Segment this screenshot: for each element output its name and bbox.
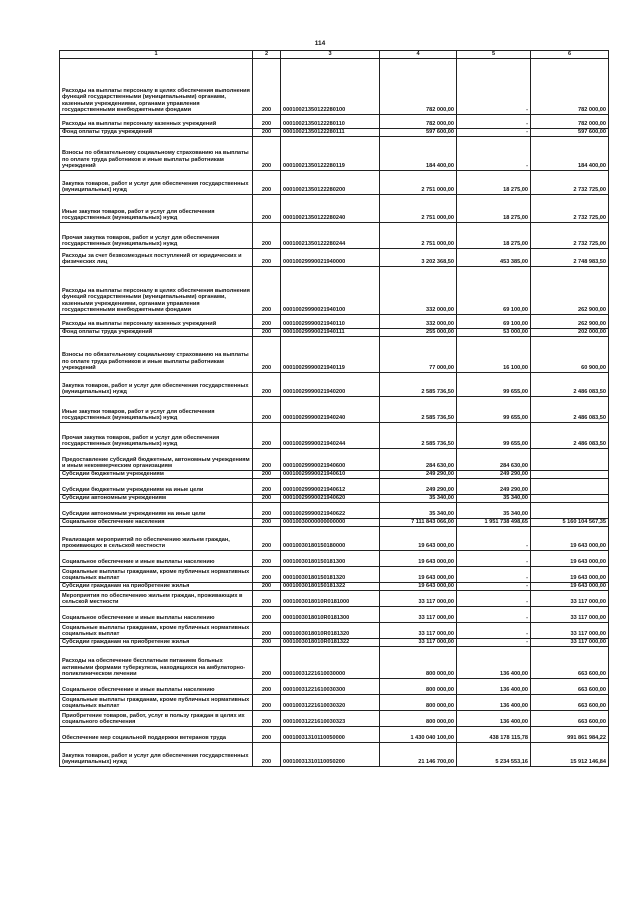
- row-description: Социальное обеспечение населения: [60, 519, 253, 527]
- column-header: 3: [281, 51, 380, 59]
- row-approved-amount: 332 000,00: [380, 315, 457, 329]
- column-header: 4: [380, 51, 457, 59]
- row-approved-amount: 33 117 000,00: [380, 591, 457, 607]
- row-executed-amount: 136 400,00: [457, 695, 531, 711]
- row-approved-amount: 1 430 040 100,00: [380, 727, 457, 743]
- row-description: Обеспечение мер социальной поддержки ветеранов труда: [60, 727, 253, 743]
- row-unexecuted-amount: 663 600,00: [531, 679, 609, 695]
- row-budget-classification-code: 00010029990021940000: [281, 249, 380, 267]
- row-line-code: 200: [253, 59, 281, 115]
- row-executed-amount: 136 400,00: [457, 679, 531, 695]
- row-unexecuted-amount: 2 732 725,00: [531, 223, 609, 249]
- row-description: Фонд оплаты труда учреждений: [60, 329, 253, 337]
- row-description: Закупка товаров, работ и услуг для обеспечения государственных (муниципальных) нужд: [60, 171, 253, 195]
- table-row: [60, 743, 609, 767]
- table-row: [60, 495, 609, 503]
- row-budget-classification-code: 00010031221610030323: [281, 711, 380, 727]
- row-unexecuted-amount: 33 117 000,00: [531, 623, 609, 639]
- row-budget-classification-code: 00010021350122280110: [281, 115, 380, 129]
- budget-execution-table: [59, 50, 609, 767]
- row-executed-amount: 69 100,00: [457, 267, 531, 315]
- row-executed-amount: -: [457, 639, 531, 647]
- row-approved-amount: 249 290,00: [380, 471, 457, 479]
- row-line-code: 200: [253, 137, 281, 171]
- row-unexecuted-amount: 19 643 000,00: [531, 527, 609, 551]
- row-budget-classification-code: 0001003018010R0181000: [281, 591, 380, 607]
- row-line-code: 200: [253, 315, 281, 329]
- row-approved-amount: 19 643 000,00: [380, 527, 457, 551]
- row-unexecuted-amount: 184 400,00: [531, 137, 609, 171]
- row-executed-amount: 35 340,00: [457, 503, 531, 519]
- row-budget-classification-code: 00010021350122280244: [281, 223, 380, 249]
- row-unexecuted-amount: 33 117 000,00: [531, 639, 609, 647]
- row-line-code: 200: [253, 639, 281, 647]
- row-approved-amount: 77 000,00: [380, 337, 457, 373]
- row-line-code: 200: [253, 449, 281, 471]
- row-unexecuted-amount: 782 000,00: [531, 59, 609, 115]
- row-description: Прочая закупка товаров, работ и услуг для обеспечения государственных (муниципальных) нужд: [60, 423, 253, 449]
- table-row: [60, 373, 609, 397]
- row-executed-amount: -: [457, 607, 531, 623]
- row-approved-amount: 3 202 368,50: [380, 249, 457, 267]
- row-approved-amount: 21 146 700,00: [380, 743, 457, 767]
- row-budget-classification-code: 00010029990021940612: [281, 479, 380, 495]
- row-unexecuted-amount: 663 600,00: [531, 695, 609, 711]
- row-approved-amount: 782 000,00: [380, 115, 457, 129]
- row-unexecuted-amount: 5 160 104 567,35: [531, 519, 609, 527]
- row-executed-amount: 53 000,00: [457, 329, 531, 337]
- table-row: [60, 503, 609, 519]
- row-description: Субсидии гражданам на приобретение жилья: [60, 639, 253, 647]
- row-approved-amount: 35 340,00: [380, 503, 457, 519]
- row-budget-classification-code: 00010030000000000000: [281, 519, 380, 527]
- row-unexecuted-amount: 2 732 725,00: [531, 195, 609, 223]
- row-unexecuted-amount: [531, 471, 609, 479]
- row-unexecuted-amount: 2 486 083,50: [531, 373, 609, 397]
- row-line-code: 200: [253, 471, 281, 479]
- row-description: Субсидии автономным учреждениям на иные цели: [60, 503, 253, 519]
- row-executed-amount: -: [457, 591, 531, 607]
- row-approved-amount: 332 000,00: [380, 267, 457, 315]
- row-line-code: 200: [253, 679, 281, 695]
- row-approved-amount: 184 400,00: [380, 137, 457, 171]
- row-description: Расходы на выплаты персоналу в целях обеспечения выполнения функций государственными (муниципальными) органами, казенными учреждениями, органами управления государственными внебюджетными фондами: [60, 267, 253, 315]
- column-header: 5: [457, 51, 531, 59]
- row-description: Приобретение товаров, работ, услуг в пользу граждан в целях их социального обеспечения: [60, 711, 253, 727]
- row-unexecuted-amount: 2 486 083,50: [531, 423, 609, 449]
- row-approved-amount: 19 643 000,00: [380, 583, 457, 591]
- row-budget-classification-code: 00010029990021940610: [281, 471, 380, 479]
- row-unexecuted-amount: 991 861 984,22: [531, 727, 609, 743]
- table-row: [60, 679, 609, 695]
- row-approved-amount: 2 751 000,00: [380, 171, 457, 195]
- row-unexecuted-amount: 15 912 146,84: [531, 743, 609, 767]
- row-budget-classification-code: 0001003018010R0181322: [281, 639, 380, 647]
- row-approved-amount: 2 751 000,00: [380, 223, 457, 249]
- table-row: [60, 137, 609, 171]
- row-line-code: 200: [253, 115, 281, 129]
- row-unexecuted-amount: [531, 495, 609, 503]
- row-budget-classification-code: 00010030180150181322: [281, 583, 380, 591]
- row-line-code: 200: [253, 623, 281, 639]
- row-line-code: 200: [253, 495, 281, 503]
- row-unexecuted-amount: 597 600,00: [531, 129, 609, 137]
- row-unexecuted-amount: 663 600,00: [531, 647, 609, 679]
- row-budget-classification-code: 00010021350122280200: [281, 171, 380, 195]
- row-line-code: 200: [253, 479, 281, 495]
- table-row: [60, 267, 609, 315]
- row-budget-classification-code: 00010031221610030300: [281, 679, 380, 695]
- row-budget-classification-code: 00010031310110050000: [281, 727, 380, 743]
- row-description: Закупка товаров, работ и услуг для обеспечения государственных (муниципальных) нужд: [60, 743, 253, 767]
- row-budget-classification-code: 00010031221610030320: [281, 695, 380, 711]
- row-unexecuted-amount: [531, 503, 609, 519]
- row-line-code: 200: [253, 423, 281, 449]
- table-row: [60, 223, 609, 249]
- row-description: Расходы на выплаты персоналу казенных учреждений: [60, 115, 253, 129]
- table-row: [60, 623, 609, 639]
- row-executed-amount: 99 655,00: [457, 423, 531, 449]
- row-budget-classification-code: 00010030180150181320: [281, 567, 380, 583]
- row-line-code: 200: [253, 647, 281, 679]
- row-executed-amount: 18 275,00: [457, 171, 531, 195]
- row-executed-amount: -: [457, 551, 531, 567]
- row-line-code: 200: [253, 195, 281, 223]
- row-executed-amount: -: [457, 583, 531, 591]
- row-unexecuted-amount: 60 900,00: [531, 337, 609, 373]
- table-row: [60, 337, 609, 373]
- row-description: Субсидии бюджетным учреждениям: [60, 471, 253, 479]
- column-header: 2: [253, 51, 281, 59]
- row-approved-amount: 597 600,00: [380, 129, 457, 137]
- column-header: 1: [60, 51, 253, 59]
- row-approved-amount: 35 340,00: [380, 495, 457, 503]
- row-approved-amount: 800 000,00: [380, 679, 457, 695]
- row-approved-amount: 782 000,00: [380, 59, 457, 115]
- table-row: [60, 59, 609, 115]
- column-number-row: [60, 51, 609, 59]
- row-executed-amount: -: [457, 59, 531, 115]
- row-approved-amount: 2 751 000,00: [380, 195, 457, 223]
- table-row: [60, 647, 609, 679]
- row-description: Социальные выплаты гражданам, кроме публичных нормативных социальных выплат: [60, 695, 253, 711]
- row-line-code: 200: [253, 607, 281, 623]
- row-line-code: 200: [253, 397, 281, 423]
- row-unexecuted-amount: [531, 479, 609, 495]
- row-budget-classification-code: 00010021350122280111: [281, 129, 380, 137]
- row-description: Социальное обеспечение и иные выплаты населению: [60, 607, 253, 623]
- row-line-code: 200: [253, 519, 281, 527]
- row-approved-amount: 2 585 736,50: [380, 373, 457, 397]
- row-line-code: 200: [253, 695, 281, 711]
- row-budget-classification-code: 00010021350122280240: [281, 195, 380, 223]
- row-description: Расходы за счет безвозмездных поступлений от юридических и физических лиц: [60, 249, 253, 267]
- table-row: [60, 249, 609, 267]
- row-approved-amount: 2 585 736,50: [380, 423, 457, 449]
- table-row: [60, 195, 609, 223]
- row-description: Расходы на выплаты персоналу в целях обеспечения выполнения функций государственными (муниципальными) органами, казенными учреждениями, органами управления государственными внебюджетными фондами: [60, 59, 253, 115]
- row-approved-amount: 19 643 000,00: [380, 567, 457, 583]
- row-description: Социальные выплаты гражданам, кроме публичных нормативных социальных выплат: [60, 567, 253, 583]
- row-line-code: 200: [253, 267, 281, 315]
- row-executed-amount: 35 340,00: [457, 495, 531, 503]
- row-budget-classification-code: 0001003018010R0181320: [281, 623, 380, 639]
- row-executed-amount: 249 290,00: [457, 471, 531, 479]
- table-row: [60, 695, 609, 711]
- row-budget-classification-code: 00010031221610030000: [281, 647, 380, 679]
- row-budget-classification-code: 00010030180150180000: [281, 527, 380, 551]
- page-number: 114: [314, 40, 326, 47]
- row-description: Прочая закупка товаров, работ и услуг для обеспечения государственных (муниципальных) нужд: [60, 223, 253, 249]
- row-approved-amount: 19 643 000,00: [380, 551, 457, 567]
- row-budget-classification-code: 00010029990021940100: [281, 267, 380, 315]
- row-description: Иные закупки товаров, работ и услуг для обеспечения государственных (муниципальных) нужд: [60, 195, 253, 223]
- row-line-code: 200: [253, 551, 281, 567]
- row-executed-amount: -: [457, 623, 531, 639]
- row-executed-amount: -: [457, 527, 531, 551]
- row-unexecuted-amount: 782 000,00: [531, 115, 609, 129]
- table-row: [60, 423, 609, 449]
- row-budget-classification-code: 00010029990021940244: [281, 423, 380, 449]
- row-executed-amount: 249 290,00: [457, 479, 531, 495]
- column-header: 6: [531, 51, 609, 59]
- row-line-code: 200: [253, 727, 281, 743]
- row-approved-amount: 249 290,00: [380, 479, 457, 495]
- table-row: [60, 449, 609, 471]
- row-approved-amount: 800 000,00: [380, 647, 457, 679]
- row-description: Расходы на обеспечение бесплатным питанием больных активными формами туберкулеза, находящихся на амбулаторно-поликлиническом лечении: [60, 647, 253, 679]
- table-row: [60, 551, 609, 567]
- table-row: [60, 519, 609, 527]
- row-line-code: 200: [253, 337, 281, 373]
- table-row: [60, 171, 609, 195]
- row-unexecuted-amount: 2 732 725,00: [531, 171, 609, 195]
- row-description: Мероприятия по обеспечению жильем граждан, проживающих в сельской местности: [60, 591, 253, 607]
- row-unexecuted-amount: 19 643 000,00: [531, 583, 609, 591]
- table-row: [60, 397, 609, 423]
- row-line-code: 200: [253, 129, 281, 137]
- row-line-code: 200: [253, 743, 281, 767]
- row-executed-amount: -: [457, 115, 531, 129]
- row-unexecuted-amount: 262 900,00: [531, 267, 609, 315]
- row-budget-classification-code: 00010030180150181300: [281, 551, 380, 567]
- row-executed-amount: 99 655,00: [457, 373, 531, 397]
- row-executed-amount: -: [457, 567, 531, 583]
- row-approved-amount: 284 630,00: [380, 449, 457, 471]
- row-line-code: 200: [253, 373, 281, 397]
- row-unexecuted-amount: 262 900,00: [531, 315, 609, 329]
- row-budget-classification-code: 00010029990021940119: [281, 337, 380, 373]
- row-executed-amount: 18 275,00: [457, 223, 531, 249]
- row-line-code: 200: [253, 171, 281, 195]
- table-row: [60, 727, 609, 743]
- table-row: [60, 115, 609, 129]
- row-unexecuted-amount: 33 117 000,00: [531, 591, 609, 607]
- table-row: [60, 527, 609, 551]
- row-approved-amount: 800 000,00: [380, 711, 457, 727]
- row-executed-amount: 18 275,00: [457, 195, 531, 223]
- row-line-code: 200: [253, 711, 281, 727]
- row-budget-classification-code: 00010029990021940200: [281, 373, 380, 397]
- row-unexecuted-amount: [531, 449, 609, 471]
- row-line-code: 200: [253, 249, 281, 267]
- row-description: Иные закупки товаров, работ и услуг для обеспечения государственных (муниципальных) нужд: [60, 397, 253, 423]
- row-approved-amount: 33 117 000,00: [380, 639, 457, 647]
- row-executed-amount: 284 630,00: [457, 449, 531, 471]
- table-row: [60, 591, 609, 607]
- row-executed-amount: 453 385,00: [457, 249, 531, 267]
- row-budget-classification-code: 00010029990021940240: [281, 397, 380, 423]
- row-line-code: 200: [253, 591, 281, 607]
- row-unexecuted-amount: 2 748 983,50: [531, 249, 609, 267]
- row-description: Социальные выплаты гражданам, кроме публичных нормативных социальных выплат: [60, 623, 253, 639]
- table-row: [60, 329, 609, 337]
- row-description: Реализация мероприятий по обеспечению жильем граждан, проживающих в сельской местности: [60, 527, 253, 551]
- row-line-code: 200: [253, 567, 281, 583]
- row-unexecuted-amount: 2 486 083,50: [531, 397, 609, 423]
- row-unexecuted-amount: 202 000,00: [531, 329, 609, 337]
- row-approved-amount: 255 000,00: [380, 329, 457, 337]
- table-row: [60, 583, 609, 591]
- row-description: Расходы на выплаты персоналу казенных учреждений: [60, 315, 253, 329]
- row-budget-classification-code: 00010031310110050200: [281, 743, 380, 767]
- table-row: [60, 471, 609, 479]
- row-executed-amount: 99 655,00: [457, 397, 531, 423]
- row-executed-amount: 1 951 738 498,65: [457, 519, 531, 527]
- row-description: Фонд оплаты труда учреждений: [60, 129, 253, 137]
- row-executed-amount: -: [457, 137, 531, 171]
- row-executed-amount: -: [457, 129, 531, 137]
- row-description: Субсидии автономным учреждениям: [60, 495, 253, 503]
- row-budget-classification-code: 00010029990021940622: [281, 503, 380, 519]
- row-line-code: 200: [253, 583, 281, 591]
- row-description: Взносы по обязательному социальному страхованию на выплаты по оплате труда работников и иные выплаты работникам учреждений: [60, 337, 253, 373]
- row-approved-amount: 2 585 736,50: [380, 397, 457, 423]
- row-line-code: 200: [253, 527, 281, 551]
- table-row: [60, 129, 609, 137]
- row-budget-classification-code: 0001003018010R0181300: [281, 607, 380, 623]
- row-executed-amount: 136 400,00: [457, 647, 531, 679]
- row-line-code: 200: [253, 329, 281, 337]
- row-unexecuted-amount: 663 600,00: [531, 711, 609, 727]
- row-description: Социальное обеспечение и иные выплаты населению: [60, 679, 253, 695]
- row-budget-classification-code: 00010029990021940600: [281, 449, 380, 471]
- row-budget-classification-code: 00010029990021940620: [281, 495, 380, 503]
- row-unexecuted-amount: 33 117 000,00: [531, 607, 609, 623]
- table-row: [60, 567, 609, 583]
- row-budget-classification-code: 00010021350122280100: [281, 59, 380, 115]
- row-description: Социальное обеспечение и иные выплаты населению: [60, 551, 253, 567]
- row-line-code: 200: [253, 503, 281, 519]
- table-row: [60, 479, 609, 495]
- table-row: [60, 711, 609, 727]
- row-budget-classification-code: 00010029990021940110: [281, 315, 380, 329]
- row-description: Субсидии гражданам на приобретение жилья: [60, 583, 253, 591]
- row-executed-amount: 16 100,00: [457, 337, 531, 373]
- table-row: [60, 315, 609, 329]
- row-unexecuted-amount: 19 643 000,00: [531, 567, 609, 583]
- row-description: Предоставление субсидий бюджетным, автономным учреждениям и иным некоммерческим организациям: [60, 449, 253, 471]
- row-executed-amount: 69 100,00: [457, 315, 531, 329]
- row-description: Закупка товаров, работ и услуг для обеспечения государственных (муниципальных) нужд: [60, 373, 253, 397]
- row-executed-amount: 438 178 115,78: [457, 727, 531, 743]
- row-description: Взносы по обязательному социальному страхованию на выплаты по оплате труда работников и иные выплаты работникам учреждений: [60, 137, 253, 171]
- row-description: Субсидии бюджетным учреждениям на иные цели: [60, 479, 253, 495]
- row-approved-amount: 7 111 843 066,00: [380, 519, 457, 527]
- row-approved-amount: 33 117 000,00: [380, 607, 457, 623]
- row-unexecuted-amount: 19 643 000,00: [531, 551, 609, 567]
- row-budget-classification-code: 00010029990021940111: [281, 329, 380, 337]
- table-row: [60, 607, 609, 623]
- row-line-code: 200: [253, 223, 281, 249]
- row-approved-amount: 800 000,00: [380, 695, 457, 711]
- table-row: [60, 639, 609, 647]
- row-budget-classification-code: 00010021350122280119: [281, 137, 380, 171]
- row-approved-amount: 33 117 000,00: [380, 623, 457, 639]
- row-executed-amount: 136 400,00: [457, 711, 531, 727]
- row-executed-amount: 5 234 553,16: [457, 743, 531, 767]
